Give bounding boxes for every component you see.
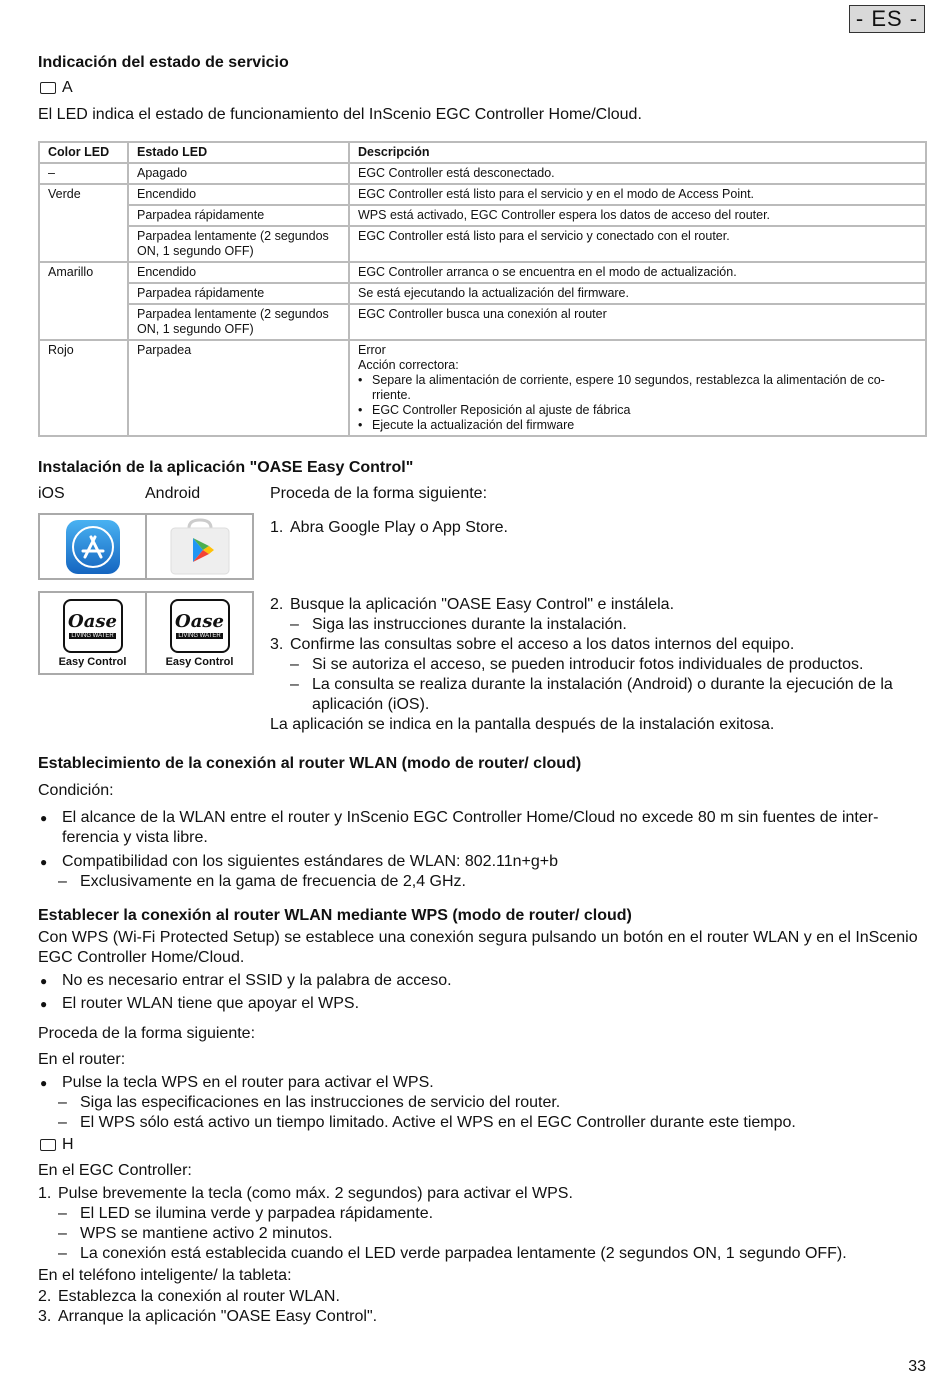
- led-description-cell: Se está ejecutando la actualización del firmware.: [349, 283, 926, 304]
- list-item: – WPS se mantiene activo 2 minutos.: [58, 1225, 333, 1242]
- led-color-cell: Rojo: [39, 340, 128, 436]
- led-description-cell: EGC Controller está listo para el servicio y en el modo de Access Point.: [349, 184, 926, 205]
- table-header-row: [39, 142, 926, 163]
- led-status-table: [38, 141, 927, 437]
- install-result: La aplicación se indica en la pantalla después de la instalación exitosa.: [270, 716, 775, 733]
- store-icons-box: [38, 513, 254, 580]
- table-row: [39, 304, 926, 340]
- list-item: • Ejecute la actualización del firmware: [358, 418, 575, 432]
- section-title-app-install: Instalación de la aplicación "OASE Easy Control": [38, 459, 414, 476]
- wps-intro: Con WPS (Wi-Fi Protected Setup) se establece una conexión segura pulsando un botón en el router WLAN y en el InScenio EGC Controller Home/Cloud.: [38, 929, 918, 966]
- led-color-cell: –: [39, 163, 128, 184]
- table-row: [39, 262, 926, 283]
- column-label-ios: iOS: [38, 485, 65, 502]
- list-item: ● Compatibilidad con los siguientes estándares de WLAN: 802.11n+g+b: [40, 853, 559, 870]
- list-item: – Exclusivamente en la gama de frecuencia de 2,4 GHz.: [58, 873, 466, 890]
- app-label: Easy Control: [165, 655, 234, 668]
- error-action-label: Acción correctora:: [358, 358, 459, 372]
- section-title-wps: Establecer la conexión al router WLAN mediante WPS (modo de router/ cloud): [38, 907, 632, 924]
- oase-app-android-cell: [147, 593, 252, 673]
- procedure-label: Proceda de la forma siguiente:: [270, 485, 488, 502]
- column-header: Descripción: [349, 142, 926, 163]
- page-number: 33: [908, 1358, 926, 1375]
- column-label-android: Android: [145, 485, 201, 502]
- table-row: [39, 205, 926, 226]
- led-description-cell: EGC Controller arranca o se encuentra en el modo de actualización.: [349, 262, 926, 283]
- figure-reference-label: A: [62, 79, 73, 96]
- oase-app-icon: Oase LIVING WATER: [63, 599, 123, 653]
- list-item: – Siga las instrucciones durante la instalación.: [290, 616, 627, 633]
- list-item: 1. Pulse brevemente la tecla (como máx. 2 segundos) para activar el WPS.: [38, 1185, 573, 1202]
- led-description-cell: [349, 340, 926, 436]
- figure-reference-label: H: [62, 1136, 74, 1153]
- table-row: [39, 340, 926, 436]
- egc-steps: [38, 1184, 928, 1264]
- led-state-cell: Parpadea lentamente (2 segundos ON, 1 segundo OFF): [128, 226, 349, 262]
- led-state-cell: Parpadea rápidamente: [128, 205, 349, 226]
- led-description-cell: WPS está activado, EGC Controller espera los datos de acceso del router.: [349, 205, 926, 226]
- list-item: – El LED se ilumina verde y parpadea rápidamente.: [58, 1205, 434, 1222]
- list-item: 3. Confirme las consultas sobre el acceso a los datos internos del equipo.: [270, 636, 795, 653]
- led-description-cell: EGC Controller está listo para el servicio y conectado con el router.: [349, 226, 926, 262]
- condition-label: Condición:: [38, 782, 114, 799]
- list-item: – La consulta se realiza durante la instalación (Android) o durante la ejecución de la aplicación (iOS).: [290, 676, 893, 713]
- error-label: Error: [358, 343, 386, 357]
- language-badge: - ES -: [849, 5, 925, 33]
- led-color-cell: Verde: [39, 184, 128, 262]
- list-item: ● Pulse la tecla WPS en el router para activar el WPS.: [40, 1074, 434, 1091]
- section-title-service-status: Indicación del estado de servicio: [38, 54, 289, 71]
- list-item: • Separe la alimentación de corriente, espere 10 segundos, restablezca la alimentación de co-rriente.: [358, 373, 885, 402]
- table-row: [39, 163, 926, 184]
- phone-steps: [38, 1287, 928, 1327]
- figure-reference-a: [40, 79, 73, 97]
- led-state-cell: Encendido: [128, 262, 349, 283]
- table-row: [39, 226, 926, 262]
- led-state-cell: Parpadea rápidamente: [128, 283, 349, 304]
- list-item: ● No es necesario entrar el SSID y la palabra de acceso.: [40, 972, 452, 989]
- led-state-cell: Parpadea: [128, 340, 349, 436]
- list-item: 2. Establezca la conexión al router WLAN.: [38, 1288, 340, 1305]
- figure-reference-icon: [40, 1139, 56, 1151]
- list-item: • EGC Controller Reposición al ajuste de fábrica: [358, 403, 631, 417]
- app-store-icon: [65, 519, 121, 575]
- led-description-cell: EGC Controller busca una conexión al router: [349, 304, 926, 340]
- led-color-cell: Amarillo: [39, 262, 128, 340]
- list-item: ● El alcance de la WLAN entre el router y InScenio EGC Controller Home/Cloud no excede 80 m sin fuentes de inter-ferencia y vista libre.: [40, 809, 879, 846]
- app-icons-box: [38, 591, 254, 675]
- list-item: – La conexión está establecida cuando el LED verde parpadea lentamente (2 segundos ON, 1 segundo OFF).: [58, 1245, 847, 1262]
- led-intro-text: El LED indica el estado de funcionamiento del InScenio EGC Controller Home/Cloud.: [38, 106, 642, 123]
- google-play-icon: [169, 518, 231, 576]
- list-item: – El WPS sólo está activo un tiempo limitado. Active el WPS en el EGC Controller durante este tiempo.: [58, 1114, 796, 1131]
- condition-list: [38, 808, 928, 892]
- oase-app-ios-cell: [40, 593, 147, 673]
- router-steps: [38, 1073, 928, 1133]
- list-item: – Si se autoriza el acceso, se pueden introducir fotos individuales de productos.: [290, 656, 864, 673]
- app-store-cell: [40, 515, 147, 578]
- figure-reference-icon: [40, 82, 56, 94]
- install-steps: [270, 595, 930, 735]
- table-row: [39, 283, 926, 304]
- led-description-cell: EGC Controller está desconectado.: [349, 163, 926, 184]
- section-title-router-connection: Establecimiento de la conexión al router WLAN (modo de router/ cloud): [38, 755, 582, 772]
- led-state-cell: Apagado: [128, 163, 349, 184]
- app-label: Easy Control: [58, 655, 127, 668]
- list-item: ● El router WLAN tiene que apoyar el WPS.: [40, 995, 360, 1012]
- on-egc-label: En el EGC Controller:: [38, 1162, 192, 1179]
- list-item: – Siga las especificaciones en las instrucciones de servicio del router.: [58, 1094, 561, 1111]
- google-play-cell: [147, 515, 252, 578]
- led-state-cell: Encendido: [128, 184, 349, 205]
- wps-bullets: [38, 971, 928, 1014]
- led-state-cell: Parpadea lentamente (2 segundos ON, 1 segundo OFF): [128, 304, 349, 340]
- list-item: 1. Abra Google Play o App Store.: [270, 519, 508, 536]
- table-row: [39, 184, 926, 205]
- column-header: Color LED: [39, 142, 128, 163]
- figure-reference-h: [40, 1136, 74, 1154]
- on-router-label: En el router:: [38, 1051, 126, 1068]
- on-phone-label: En el teléfono inteligente/ la tableta:: [38, 1267, 292, 1284]
- list-item: 2. Busque la aplicación "OASE Easy Control" e instálela.: [270, 596, 675, 613]
- oase-app-icon: Oase LIVING WATER: [170, 599, 230, 653]
- proceed-label: Proceda de la forma siguiente:: [38, 1025, 256, 1042]
- column-header: Estado LED: [128, 142, 349, 163]
- list-item: 3. Arranque la aplicación "OASE Easy Control".: [38, 1308, 378, 1325]
